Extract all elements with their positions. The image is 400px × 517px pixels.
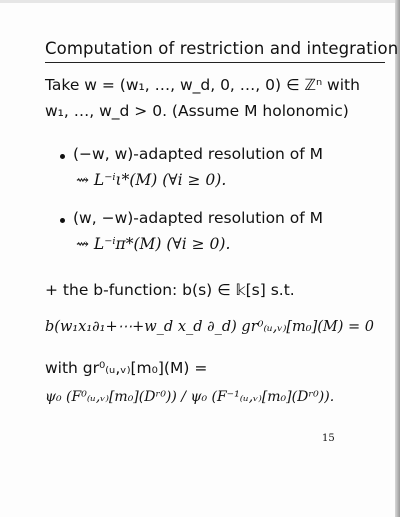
- bullet-marker-2: [60, 218, 65, 223]
- quotient-formula: ψ₀ (F⁰₍ᵤ,ᵥ₎[m₀](Dʳ⁰)) / ψ₀ (F⁻¹₍ᵤ,ᵥ₎[m₀](Dʳ⁰)).: [45, 389, 335, 405]
- bullet-1-text: (−w, w)-adapted resolution of M: [73, 145, 324, 163]
- b-function-line: + the b-function: b(s) ∈ 𝕜[s] s.t.: [45, 281, 295, 299]
- bullet-marker-1: [60, 154, 65, 159]
- scan-top-edge: [0, 0, 400, 3]
- bullet-2-text: (w, −w)-adapted resolution of M: [73, 209, 324, 227]
- bullet-1-result: ⇝ L⁻ⁱι*(M) (∀i ≥ 0).: [76, 171, 227, 189]
- intro-line-1: Take w = (w₁, …, w_d, 0, …, 0) ∈ ℤⁿ with: [45, 76, 360, 94]
- scan-right-edge: [395, 0, 400, 517]
- page-number: 15: [322, 433, 335, 444]
- with-line: with gr⁰₍ᵤ,ᵥ₎[m₀](M) =: [45, 359, 208, 377]
- intro-line-2: w₁, …, w_d > 0. (Assume M holonomic): [45, 102, 349, 120]
- bullet-2-result: ⇝ L⁻ⁱπ*(M) (∀i ≥ 0).: [76, 235, 231, 253]
- title-underline: [45, 62, 385, 63]
- slide-title: Computation of restriction and integration: [45, 39, 399, 58]
- b-function-equation: b(w₁x₁∂₁+⋯+w_d x_d ∂_d) gr⁰₍ᵤ,ᵥ₎[m₀](M) = 0: [45, 319, 375, 335]
